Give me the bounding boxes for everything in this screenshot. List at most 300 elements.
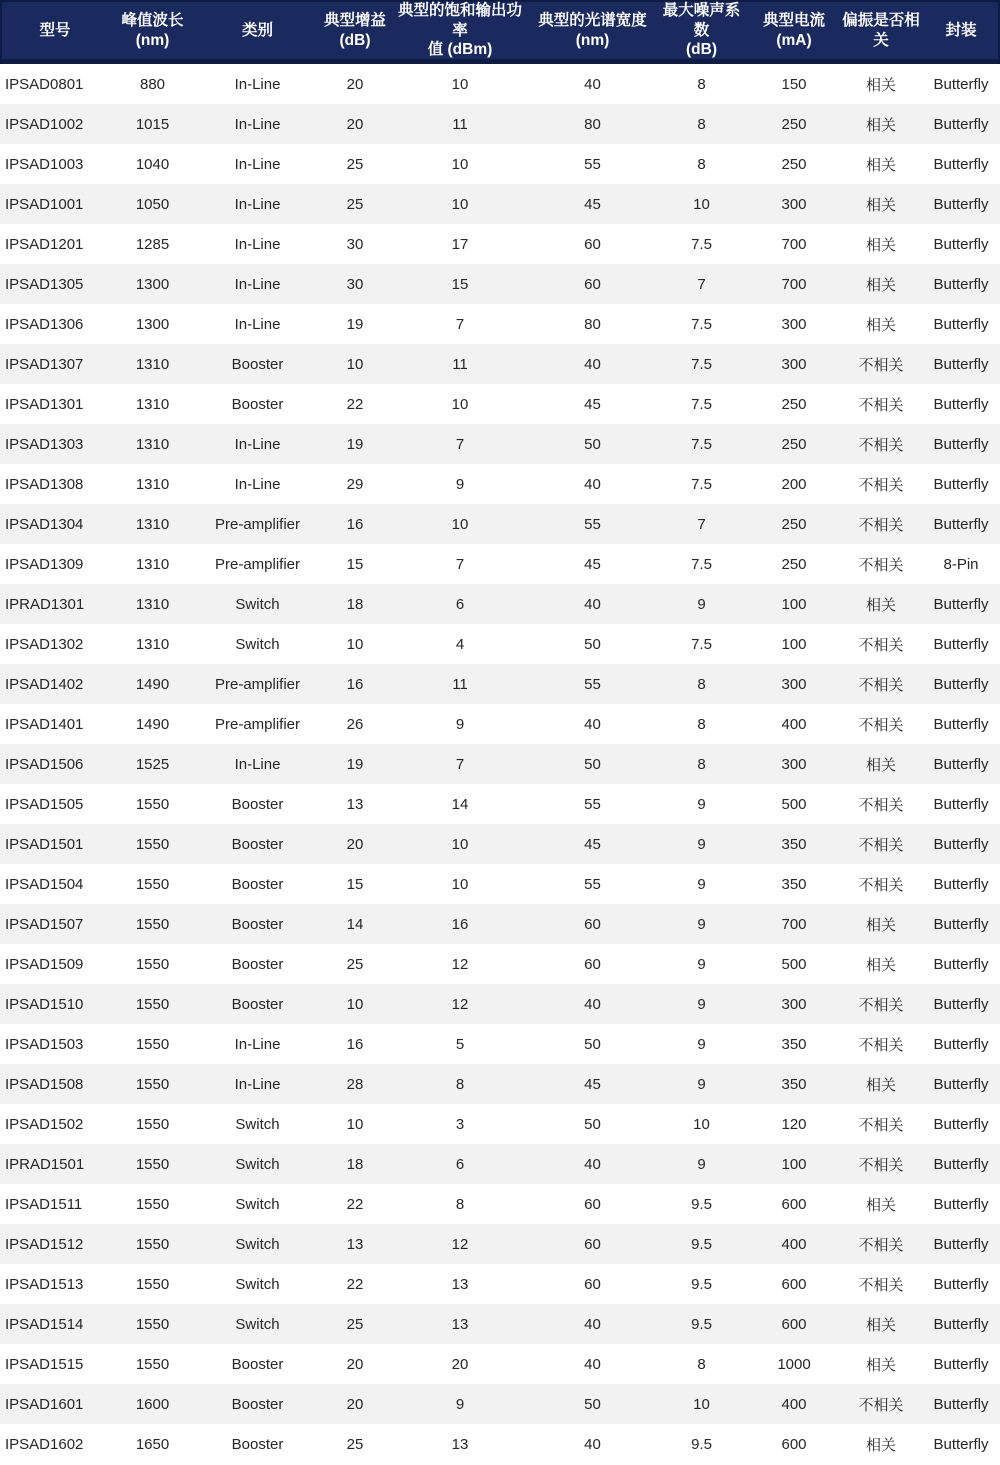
cell-category: Booster xyxy=(231,795,284,813)
cell-polarization-dependent: 不相关 xyxy=(858,876,904,894)
cell-max-noise-figure: 9 xyxy=(697,795,706,813)
cell-polarization-dependent: 相关 xyxy=(865,316,896,334)
cell-typical-current: 150 xyxy=(781,75,807,93)
cell-package: Butterfly xyxy=(933,515,989,533)
cell-package: Butterfly xyxy=(933,355,989,373)
cell-typical-gain: 19 xyxy=(346,755,364,773)
cell-category: Booster xyxy=(231,1355,284,1373)
cell-peak-wavelength: 1015 xyxy=(135,115,170,133)
cell-category: Booster xyxy=(231,395,284,413)
cell-saturated-output-power: 7 xyxy=(455,755,465,773)
col-header-typical-current xyxy=(748,11,840,50)
cell-saturated-output-power: 12 xyxy=(451,955,469,973)
cell-spectral-width: 50 xyxy=(584,1035,601,1053)
cell-polarization-dependent: 相关 xyxy=(865,756,896,774)
cell-max-noise-figure: 7.5 xyxy=(691,235,712,253)
cell-polarization-dependent: 相关 xyxy=(865,196,896,214)
cell-peak-wavelength: 1050 xyxy=(135,195,170,213)
table-row xyxy=(0,344,1000,384)
cell-max-noise-figure: 10 xyxy=(693,1115,710,1133)
cell-typical-gain: 18 xyxy=(346,1155,364,1173)
cell-typical-current: 1000 xyxy=(777,1355,811,1373)
cell-package: Butterfly xyxy=(933,315,989,333)
cell-typical-gain: 22 xyxy=(346,1195,364,1213)
cell-polarization-dependent: 相关 xyxy=(865,596,896,614)
col-header-line: 峰值波长 (nm) xyxy=(121,12,184,49)
cell-spectral-width: 55 xyxy=(584,515,601,533)
cell-spectral-width: 40 xyxy=(584,1155,601,1173)
cell-typical-gain: 25 xyxy=(346,155,364,173)
cell-peak-wavelength: 1285 xyxy=(135,235,170,253)
cell-saturated-output-power: 8 xyxy=(455,1195,465,1213)
cell-polarization-dependent: 不相关 xyxy=(858,716,904,734)
table-row xyxy=(0,224,1000,264)
table-row xyxy=(0,1264,1000,1304)
cell-spectral-width: 55 xyxy=(584,675,601,693)
cell-category: Switch xyxy=(235,595,280,613)
cell-model: IPSAD1306 xyxy=(5,315,84,333)
cell-typical-gain: 25 xyxy=(346,1315,364,1333)
cell-saturated-output-power: 10 xyxy=(451,155,469,173)
cell-typical-current: 700 xyxy=(781,275,807,293)
cell-saturated-output-power: 12 xyxy=(451,995,469,1013)
cell-model: IPSAD1308 xyxy=(5,475,84,493)
table-row xyxy=(0,264,1000,304)
cell-polarization-dependent: 不相关 xyxy=(858,1156,904,1174)
cell-typical-current: 300 xyxy=(781,755,807,773)
cell-peak-wavelength: 1550 xyxy=(135,1115,170,1133)
cell-model: IPSAD1201 xyxy=(5,235,84,253)
cell-saturated-output-power: 6 xyxy=(455,595,465,613)
cell-max-noise-figure: 8 xyxy=(697,755,706,773)
cell-polarization-dependent: 相关 xyxy=(865,1316,896,1334)
cell-package: Butterfly xyxy=(933,835,989,853)
cell-package: Butterfly xyxy=(933,595,989,613)
cell-model: IPRAD1501 xyxy=(5,1155,85,1173)
cell-typical-current: 250 xyxy=(781,115,807,133)
cell-polarization-dependent: 不相关 xyxy=(858,796,904,814)
cell-model: IPSAD1002 xyxy=(5,115,84,133)
cell-model: IPSAD1602 xyxy=(5,1435,84,1453)
cell-max-noise-figure: 7.5 xyxy=(691,475,712,493)
cell-max-noise-figure: 9 xyxy=(697,1155,706,1173)
cell-spectral-width: 40 xyxy=(584,715,601,733)
cell-typical-current: 350 xyxy=(781,875,807,893)
cell-polarization-dependent: 不相关 xyxy=(858,836,904,854)
cell-spectral-width: 60 xyxy=(584,235,601,253)
table-row xyxy=(0,1344,1000,1384)
cell-polarization-dependent: 不相关 xyxy=(858,356,904,374)
cell-polarization-dependent: 相关 xyxy=(865,156,896,174)
cell-package: Butterfly xyxy=(933,195,989,213)
cell-category: Booster xyxy=(231,915,284,933)
cell-peak-wavelength: 1525 xyxy=(135,755,170,773)
cell-peak-wavelength: 880 xyxy=(139,75,166,93)
cell-typical-current: 400 xyxy=(781,1395,807,1413)
cell-spectral-width: 40 xyxy=(584,355,601,373)
cell-category: Switch xyxy=(235,1195,280,1213)
cell-category: Switch xyxy=(235,635,280,653)
cell-typical-current: 250 xyxy=(781,395,807,413)
cell-typical-gain: 16 xyxy=(346,1035,364,1053)
cell-package: Butterfly xyxy=(933,475,989,493)
cell-max-noise-figure: 7.5 xyxy=(691,555,712,573)
table-row xyxy=(0,944,1000,984)
table-row xyxy=(0,824,1000,864)
cell-saturated-output-power: 10 xyxy=(451,875,469,893)
cell-model: IPSAD1508 xyxy=(5,1075,84,1093)
table-row xyxy=(0,624,1000,664)
cell-typical-current: 500 xyxy=(781,795,807,813)
cell-spectral-width: 40 xyxy=(584,595,601,613)
cell-category: Switch xyxy=(235,1235,280,1253)
cell-saturated-output-power: 7 xyxy=(455,315,465,333)
cell-peak-wavelength: 1310 xyxy=(135,515,170,533)
cell-max-noise-figure: 7 xyxy=(697,275,706,293)
col-header-line: 典型增益 xyxy=(323,12,386,30)
cell-package: Butterfly xyxy=(933,275,989,293)
cell-spectral-width: 40 xyxy=(584,75,601,93)
cell-typical-gain: 13 xyxy=(346,795,364,813)
col-header-line: 偏振是否相关 xyxy=(842,12,920,49)
cell-peak-wavelength: 1040 xyxy=(135,155,170,173)
table-row xyxy=(0,384,1000,424)
cell-spectral-width: 80 xyxy=(584,115,601,133)
table-row xyxy=(0,184,1000,224)
cell-package: Butterfly xyxy=(933,715,989,733)
cell-package: Butterfly xyxy=(933,435,989,453)
cell-max-noise-figure: 8 xyxy=(697,115,706,133)
table-row xyxy=(0,1024,1000,1064)
cell-peak-wavelength: 1550 xyxy=(135,955,170,973)
cell-package: Butterfly xyxy=(933,1035,989,1053)
table-row xyxy=(0,1144,1000,1184)
table-row xyxy=(0,1064,1000,1104)
cell-max-noise-figure: 9 xyxy=(697,875,706,893)
cell-peak-wavelength: 1550 xyxy=(135,1035,170,1053)
cell-peak-wavelength: 1550 xyxy=(135,1275,170,1293)
cell-saturated-output-power: 16 xyxy=(451,915,469,933)
cell-model: IPSAD1601 xyxy=(5,1395,84,1413)
cell-category: Booster xyxy=(231,995,284,1013)
cell-model: IPSAD1402 xyxy=(5,675,84,693)
cell-polarization-dependent: 相关 xyxy=(865,1356,896,1374)
cell-package: Butterfly xyxy=(933,115,989,133)
cell-max-noise-figure: 10 xyxy=(693,1395,710,1413)
cell-max-noise-figure: 9 xyxy=(697,955,706,973)
table-row xyxy=(0,144,1000,184)
cell-typical-gain: 20 xyxy=(346,1395,364,1413)
cell-category: In-Line xyxy=(234,315,281,333)
cell-spectral-width: 45 xyxy=(584,195,601,213)
cell-saturated-output-power: 5 xyxy=(455,1035,465,1053)
table-body xyxy=(0,64,1000,1464)
cell-category: Pre-amplifier xyxy=(214,675,301,693)
cell-saturated-output-power: 17 xyxy=(451,235,469,253)
cell-max-noise-figure: 9.5 xyxy=(691,1435,712,1453)
cell-package: Butterfly xyxy=(933,1235,989,1253)
cell-model: IPSAD1303 xyxy=(5,435,84,453)
cell-max-noise-figure: 7.5 xyxy=(691,635,712,653)
col-header-peak-wavelength xyxy=(110,11,195,50)
cell-typical-current: 120 xyxy=(781,1115,807,1133)
cell-peak-wavelength: 1550 xyxy=(135,1075,170,1093)
cell-polarization-dependent: 不相关 xyxy=(858,476,904,494)
cell-max-noise-figure: 8 xyxy=(697,155,706,173)
cell-category: In-Line xyxy=(234,475,281,493)
cell-package: Butterfly xyxy=(933,875,989,893)
col-header-package xyxy=(922,21,1000,40)
cell-typical-gain: 22 xyxy=(346,1275,364,1293)
cell-saturated-output-power: 6 xyxy=(455,1155,465,1173)
cell-typical-current: 250 xyxy=(781,435,807,453)
cell-typical-current: 400 xyxy=(781,715,807,733)
cell-model: IPSAD1501 xyxy=(5,835,84,853)
cell-model: IPSAD1506 xyxy=(5,755,84,773)
cell-category: Pre-amplifier xyxy=(214,515,301,533)
cell-category: Switch xyxy=(235,1155,280,1173)
cell-typical-gain: 19 xyxy=(346,435,364,453)
cell-package: Butterfly xyxy=(933,915,989,933)
cell-spectral-width: 40 xyxy=(584,1355,601,1373)
table-row xyxy=(0,1424,1000,1464)
cell-saturated-output-power: 10 xyxy=(451,835,469,853)
col-header-line: 典型的光谱宽度 xyxy=(538,12,647,30)
table-row xyxy=(0,104,1000,144)
table-row xyxy=(0,424,1000,464)
cell-package: 8-Pin xyxy=(943,555,979,573)
cell-polarization-dependent: 不相关 xyxy=(858,436,904,454)
cell-polarization-dependent: 不相关 xyxy=(858,636,904,654)
cell-typical-gain: 10 xyxy=(346,355,364,373)
cell-typical-gain: 10 xyxy=(346,995,364,1013)
cell-typical-gain: 25 xyxy=(346,195,364,213)
cell-category: In-Line xyxy=(234,195,281,213)
cell-category: Switch xyxy=(235,1275,280,1293)
cell-polarization-dependent: 不相关 xyxy=(858,1036,904,1054)
table-row xyxy=(0,1104,1000,1144)
cell-typical-current: 300 xyxy=(781,995,807,1013)
cell-package: Butterfly xyxy=(933,635,989,653)
cell-spectral-width: 55 xyxy=(584,875,601,893)
cell-peak-wavelength: 1550 xyxy=(135,1355,170,1373)
cell-typical-current: 600 xyxy=(781,1195,807,1213)
cell-max-noise-figure: 7.5 xyxy=(691,435,712,453)
cell-model: IPSAD1512 xyxy=(5,1235,84,1253)
cell-spectral-width: 40 xyxy=(584,1315,601,1333)
cell-spectral-width: 60 xyxy=(584,275,601,293)
col-header-spectral-width xyxy=(530,11,655,50)
cell-polarization-dependent: 不相关 xyxy=(858,1276,904,1294)
col-header-typical-gain xyxy=(320,11,390,50)
cell-max-noise-figure: 8 xyxy=(697,715,706,733)
cell-max-noise-figure: 7.5 xyxy=(691,395,712,413)
cell-saturated-output-power: 13 xyxy=(451,1435,469,1453)
cell-peak-wavelength: 1490 xyxy=(135,715,170,733)
cell-typical-current: 500 xyxy=(781,955,807,973)
cell-max-noise-figure: 9 xyxy=(697,835,706,853)
cell-model: IPSAD1301 xyxy=(5,395,84,413)
cell-polarization-dependent: 相关 xyxy=(865,1076,896,1094)
cell-model: IPSAD1309 xyxy=(5,555,84,573)
cell-typical-current: 100 xyxy=(781,635,807,653)
cell-spectral-width: 50 xyxy=(584,1395,601,1413)
cell-package: Butterfly xyxy=(933,1355,989,1373)
cell-spectral-width: 60 xyxy=(584,1235,601,1253)
cell-peak-wavelength: 1550 xyxy=(135,995,170,1013)
cell-max-noise-figure: 7.5 xyxy=(691,315,712,333)
cell-peak-wavelength: 1550 xyxy=(135,875,170,893)
table-row xyxy=(0,664,1000,704)
col-header-line: 封装 xyxy=(945,21,977,39)
cell-category: In-Line xyxy=(234,75,281,93)
cell-typical-gain: 19 xyxy=(346,315,364,333)
col-header-line: 典型的饱和输出功率 xyxy=(397,2,522,39)
cell-typical-current: 350 xyxy=(781,1035,807,1053)
col-header-line: (nm) xyxy=(575,31,610,49)
cell-package: Butterfly xyxy=(933,995,989,1013)
cell-max-noise-figure: 9.5 xyxy=(691,1315,712,1333)
cell-package: Butterfly xyxy=(933,1195,989,1213)
cell-package: Butterfly xyxy=(933,1075,989,1093)
col-header-line: 典型电流 xyxy=(762,12,825,30)
cell-category: In-Line xyxy=(234,115,281,133)
table-row xyxy=(0,584,1000,624)
cell-polarization-dependent: 相关 xyxy=(865,236,896,254)
cell-saturated-output-power: 10 xyxy=(451,195,469,213)
cell-model: IPSAD1514 xyxy=(5,1315,84,1333)
cell-typical-gain: 26 xyxy=(346,715,364,733)
cell-spectral-width: 40 xyxy=(584,1435,601,1453)
cell-typical-gain: 20 xyxy=(346,1355,364,1373)
cell-peak-wavelength: 1550 xyxy=(135,795,170,813)
cell-saturated-output-power: 10 xyxy=(451,75,469,93)
cell-typical-gain: 10 xyxy=(346,1115,364,1133)
table-header-row xyxy=(0,0,1000,64)
cell-max-noise-figure: 9 xyxy=(697,915,706,933)
cell-spectral-width: 45 xyxy=(584,395,601,413)
table-row xyxy=(0,1224,1000,1264)
cell-model: IPSAD1503 xyxy=(5,1035,84,1053)
cell-typical-current: 300 xyxy=(781,355,807,373)
cell-model: IPSAD1001 xyxy=(5,195,84,213)
cell-typical-gain: 10 xyxy=(346,635,364,653)
cell-max-noise-figure: 9 xyxy=(697,1035,706,1053)
cell-saturated-output-power: 14 xyxy=(451,795,469,813)
cell-max-noise-figure: 9 xyxy=(697,1075,706,1093)
cell-package: Butterfly xyxy=(933,395,989,413)
cell-saturated-output-power: 11 xyxy=(452,355,468,373)
cell-spectral-width: 60 xyxy=(584,1275,601,1293)
cell-typical-current: 600 xyxy=(781,1315,807,1333)
cell-saturated-output-power: 13 xyxy=(451,1315,469,1333)
cell-typical-current: 250 xyxy=(781,555,807,573)
col-header-line: 最大噪声系数 xyxy=(662,2,741,39)
cell-peak-wavelength: 1310 xyxy=(135,555,170,573)
cell-typical-current: 300 xyxy=(781,195,807,213)
cell-model: IPSAD1302 xyxy=(5,635,84,653)
cell-typical-gain: 22 xyxy=(346,395,364,413)
cell-polarization-dependent: 相关 xyxy=(865,1436,896,1454)
cell-peak-wavelength: 1490 xyxy=(135,675,170,693)
cell-model: IPSAD1513 xyxy=(5,1275,84,1293)
cell-polarization-dependent: 相关 xyxy=(865,1196,896,1214)
cell-package: Butterfly xyxy=(933,795,989,813)
cell-peak-wavelength: 1310 xyxy=(135,395,170,413)
cell-peak-wavelength: 1550 xyxy=(135,1155,170,1173)
cell-package: Butterfly xyxy=(933,1395,989,1413)
cell-typical-gain: 15 xyxy=(346,555,364,573)
table-row xyxy=(0,64,1000,104)
cell-typical-current: 250 xyxy=(781,515,807,533)
cell-peak-wavelength: 1310 xyxy=(135,635,170,653)
cell-polarization-dependent: 不相关 xyxy=(858,996,904,1014)
cell-max-noise-figure: 9.5 xyxy=(691,1195,712,1213)
cell-max-noise-figure: 7 xyxy=(697,515,706,533)
cell-saturated-output-power: 20 xyxy=(451,1355,469,1373)
cell-typical-current: 600 xyxy=(781,1275,807,1293)
cell-saturated-output-power: 9 xyxy=(455,715,465,733)
cell-model: IPSAD1505 xyxy=(5,795,84,813)
cell-package: Butterfly xyxy=(933,1315,989,1333)
cell-typical-gain: 25 xyxy=(346,1435,364,1453)
cell-peak-wavelength: 1310 xyxy=(135,435,170,453)
cell-saturated-output-power: 9 xyxy=(455,1395,465,1413)
col-header-line: 型号 xyxy=(39,21,71,39)
col-header-saturated-output-power xyxy=(390,1,530,59)
cell-spectral-width: 60 xyxy=(584,955,601,973)
cell-typical-gain: 15 xyxy=(346,875,364,893)
cell-saturated-output-power: 15 xyxy=(451,275,469,293)
cell-polarization-dependent: 不相关 xyxy=(858,676,904,694)
cell-typical-gain: 30 xyxy=(346,235,364,253)
cell-package: Butterfly xyxy=(933,675,989,693)
cell-peak-wavelength: 1310 xyxy=(135,355,170,373)
cell-polarization-dependent: 不相关 xyxy=(858,1116,904,1134)
table-row xyxy=(0,464,1000,504)
cell-category: Booster xyxy=(231,955,284,973)
cell-typical-current: 400 xyxy=(781,1235,807,1253)
cell-polarization-dependent: 不相关 xyxy=(858,1396,904,1414)
cell-model: IPSAD1502 xyxy=(5,1115,84,1133)
table-row xyxy=(0,904,1000,944)
cell-max-noise-figure: 9.5 xyxy=(691,1235,712,1253)
cell-typical-gain: 20 xyxy=(346,75,364,93)
cell-saturated-output-power: 8 xyxy=(455,1075,465,1093)
cell-model: IPSAD1305 xyxy=(5,275,84,293)
col-header-polarization-dependent xyxy=(840,11,922,50)
col-header-category xyxy=(195,21,320,40)
cell-polarization-dependent: 相关 xyxy=(865,116,896,134)
cell-model: IPSAD1510 xyxy=(5,995,84,1013)
cell-spectral-width: 40 xyxy=(584,995,601,1013)
table-row xyxy=(0,1184,1000,1224)
cell-spectral-width: 55 xyxy=(584,795,601,813)
cell-polarization-dependent: 相关 xyxy=(865,956,896,974)
cell-typical-current: 200 xyxy=(781,475,807,493)
cell-package: Butterfly xyxy=(933,955,989,973)
table-row xyxy=(0,744,1000,784)
cell-category: Booster xyxy=(231,1395,284,1413)
cell-peak-wavelength: 1600 xyxy=(135,1395,170,1413)
cell-typical-gain: 14 xyxy=(346,915,364,933)
table-row xyxy=(0,784,1000,824)
cell-category: In-Line xyxy=(234,155,281,173)
cell-saturated-output-power: 7 xyxy=(455,555,465,573)
cell-spectral-width: 50 xyxy=(584,1115,601,1133)
cell-model: IPSAD1401 xyxy=(5,715,84,733)
cell-model: IPSAD1504 xyxy=(5,875,84,893)
